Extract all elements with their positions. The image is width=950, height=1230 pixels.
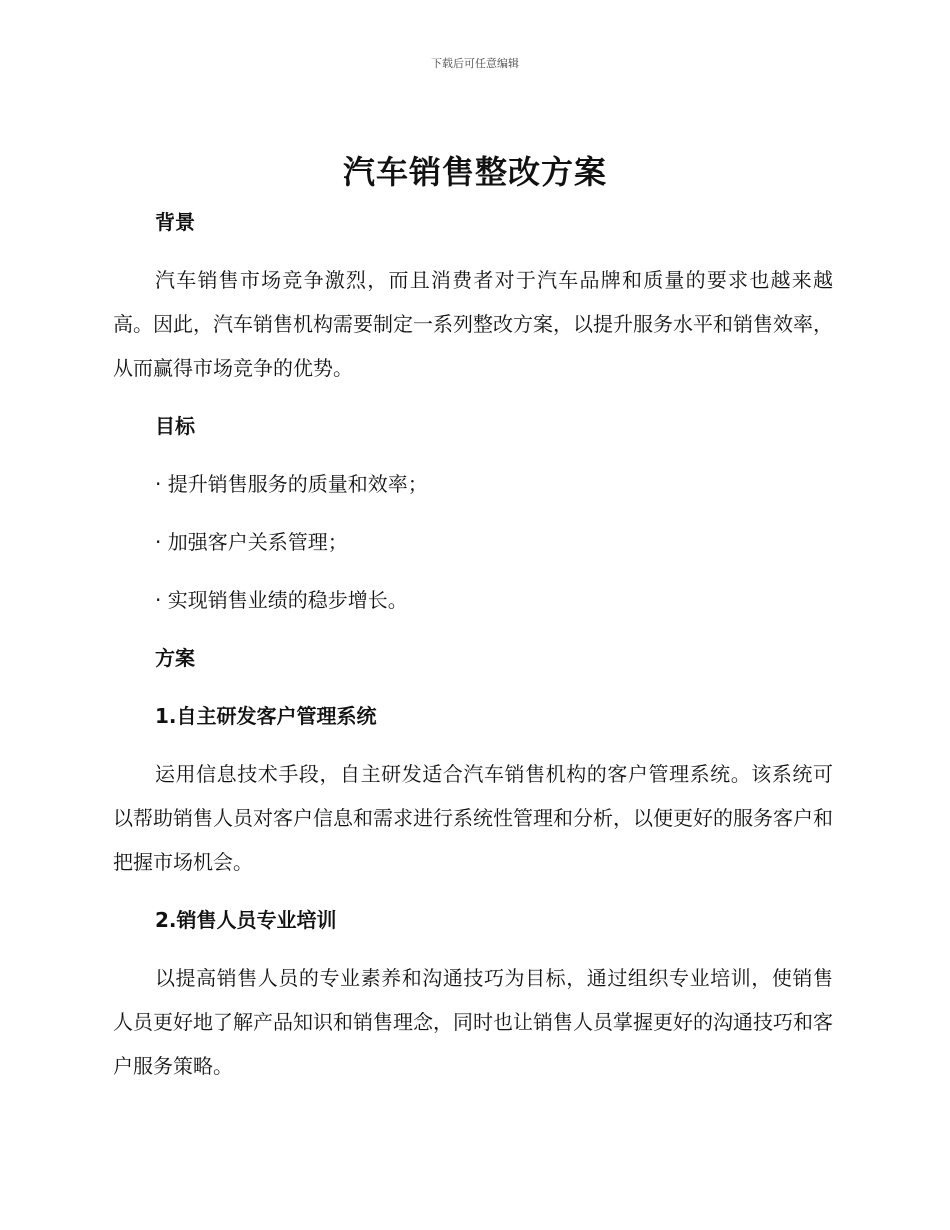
document-title: 汽车销售整改方案 <box>342 153 607 191</box>
paragraph-background: 汽车销售市场竞争激烈，而且消费者对于汽车品牌和质量的要求也越来越高。因此，汽车销售机构需要制定一系列整改方案，以提升服务水平和销售效率，从而赢得市场竞争的优势。 <box>113 268 833 380</box>
goal-item: · 加强客户关系管理； <box>155 530 348 554</box>
section-heading-goals: 目标 <box>155 414 195 438</box>
goal-item: · 实现销售业绩的稳步增长。 <box>155 588 408 612</box>
document-body <box>113 200 833 1088</box>
plan-item-heading-1: 1.自主研发客户管理系统 <box>155 704 377 728</box>
plan-item-paragraph-1: 运用信息技术手段，自主研发适合汽车销售机构的客户管理系统。该系统可以帮助销售人员对客户信息和需求进行系统性管理和分析，以便更好的服务客户和把握市场机会。 <box>113 762 833 874</box>
section-heading-plan: 方案 <box>155 646 195 670</box>
plan-item-paragraph-2: 以提高销售人员的专业素养和沟通技巧为目标，通过组织专业培训，使销售人员更好地了解产品知识和销售理念，同时也让销售人员掌握更好的沟通技巧和客户服务策略。 <box>113 966 833 1078</box>
section-heading-background: 背景 <box>155 210 195 234</box>
goal-item: · 提升销售服务的质量和效率； <box>155 472 428 496</box>
header-note: 下载后可任意编辑 <box>431 57 519 70</box>
plan-item-heading-2: 2.销售人员专业培训 <box>155 908 337 932</box>
